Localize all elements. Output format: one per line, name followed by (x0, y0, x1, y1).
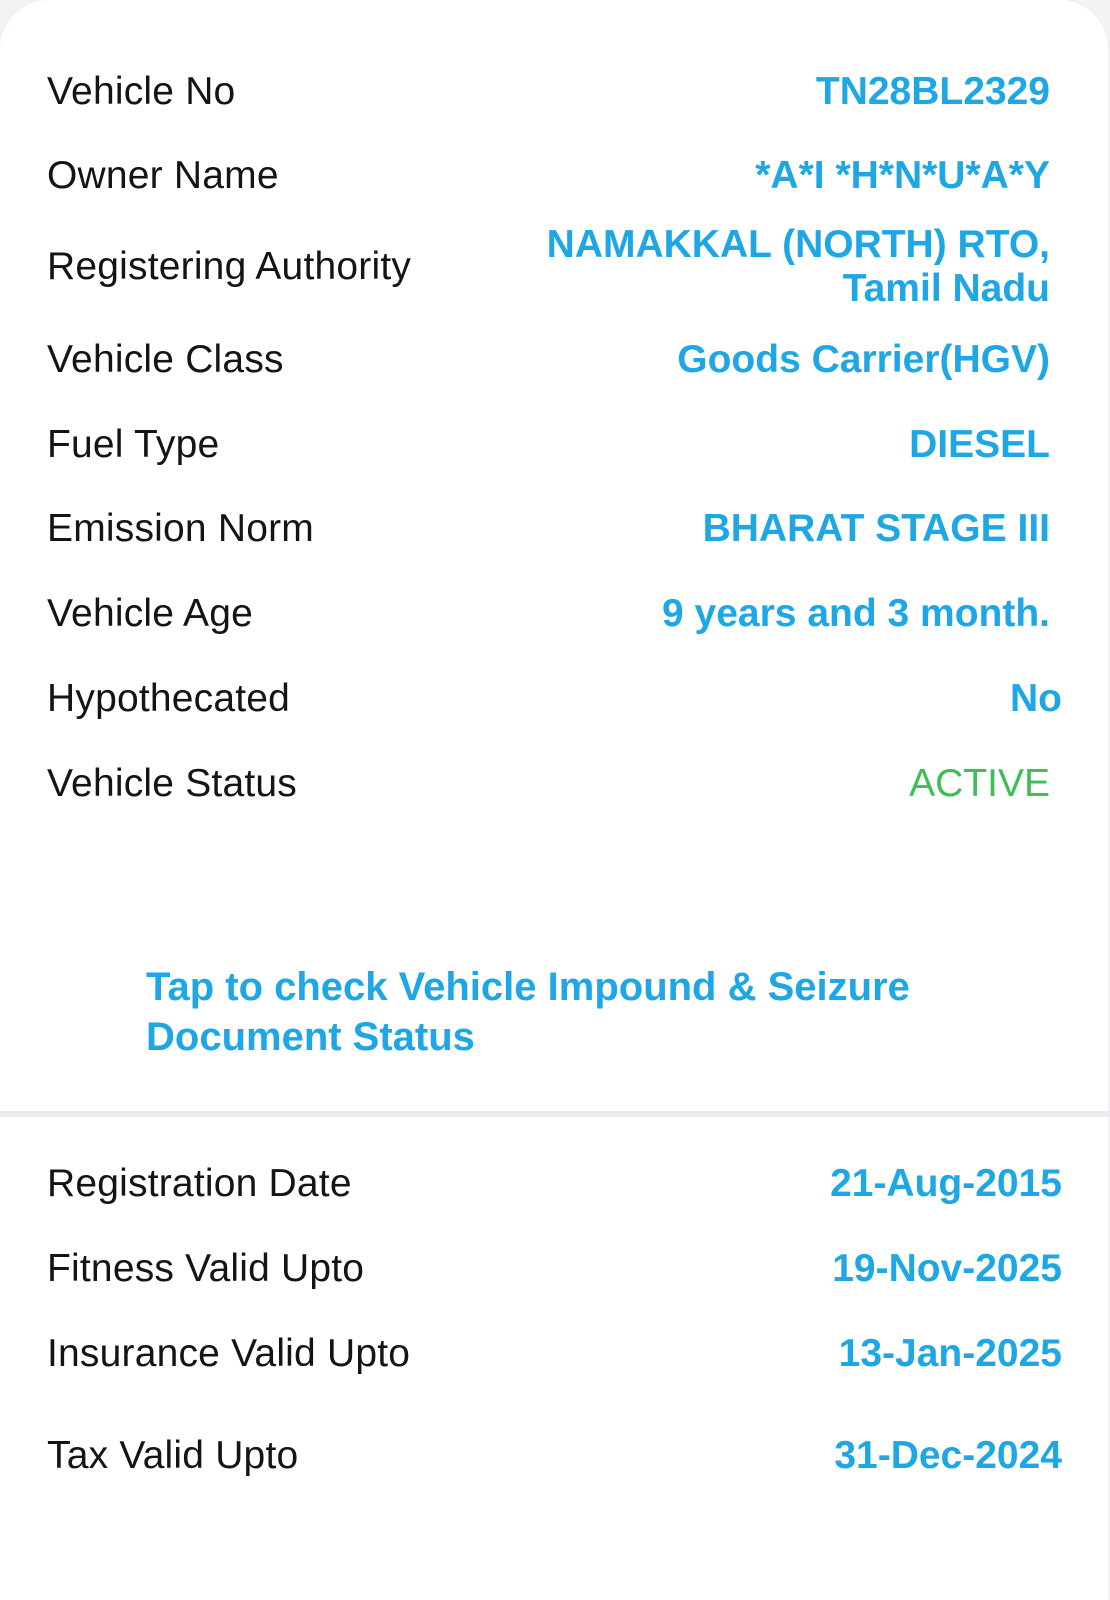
tax-valid-label: Tax Valid Upto (47, 1434, 299, 1477)
section-divider (0, 1111, 1110, 1117)
fuel-type-label: Fuel Type (47, 423, 220, 466)
registering-authority-value-line2: Tamil Nadu (842, 267, 1050, 310)
impound-seizure-status-link[interactable]: Tap to check Vehicle Impound & Seizure Document Status (146, 965, 910, 1059)
registering-authority-value (510, 223, 1108, 311)
vehicle-status-row (47, 754, 1108, 814)
vehicle-age-label: Vehicle Age (47, 592, 254, 635)
registering-authority-label: Registering Authority (47, 245, 412, 288)
fitness-valid-label: Fitness Valid Upto (47, 1247, 365, 1290)
emission-norm-row (47, 499, 1108, 559)
registration-date-label: Registration Date (47, 1162, 352, 1205)
registering-authority-row (47, 222, 1108, 312)
fuel-type-value: DIESEL (909, 423, 1050, 466)
emission-norm-label: Emission Norm (47, 507, 314, 550)
vehicle-no-value: TN28BL2329 (815, 70, 1050, 113)
vehicle-age-row (47, 584, 1108, 644)
vehicle-class-row (47, 330, 1108, 390)
vehicle-class-value: Goods Carrier(HGV) (677, 338, 1050, 381)
tax-valid-row (47, 1426, 1108, 1486)
vehicle-class-label: Vehicle Class (47, 338, 284, 381)
hypothecated-value: No (1010, 677, 1062, 720)
registration-date-value: 21-Aug-2015 (830, 1162, 1062, 1205)
vehicle-status-label: Vehicle Status (47, 762, 297, 805)
registration-date-row (47, 1154, 1108, 1214)
fitness-valid-row (47, 1239, 1108, 1299)
insurance-valid-value: 13-Jan-2025 (838, 1332, 1062, 1375)
fitness-valid-value: 19-Nov-2025 (832, 1247, 1062, 1290)
owner-name-value: *A*I *H*N*U*A*Y (755, 154, 1050, 197)
owner-name-label: Owner Name (47, 154, 279, 197)
emission-norm-value: BHARAT STAGE III (702, 507, 1050, 550)
vehicle-age-value: 9 years and 3 month. (662, 592, 1050, 635)
insurance-valid-row (47, 1324, 1108, 1384)
vehicle-no-row (47, 62, 1108, 122)
vehicle-status-badge: ACTIVE (909, 762, 1050, 805)
hypothecated-row (47, 669, 1108, 729)
owner-name-row (47, 146, 1108, 206)
insurance-valid-label: Insurance Valid Upto (47, 1332, 411, 1375)
tax-valid-value: 31-Dec-2024 (834, 1434, 1062, 1477)
hypothecated-label: Hypothecated (47, 677, 291, 720)
fuel-type-row (47, 415, 1108, 475)
vehicle-no-label: Vehicle No (47, 70, 236, 113)
registering-authority-value-line1: NAMAKKAL (NORTH) RTO, (546, 223, 1050, 266)
